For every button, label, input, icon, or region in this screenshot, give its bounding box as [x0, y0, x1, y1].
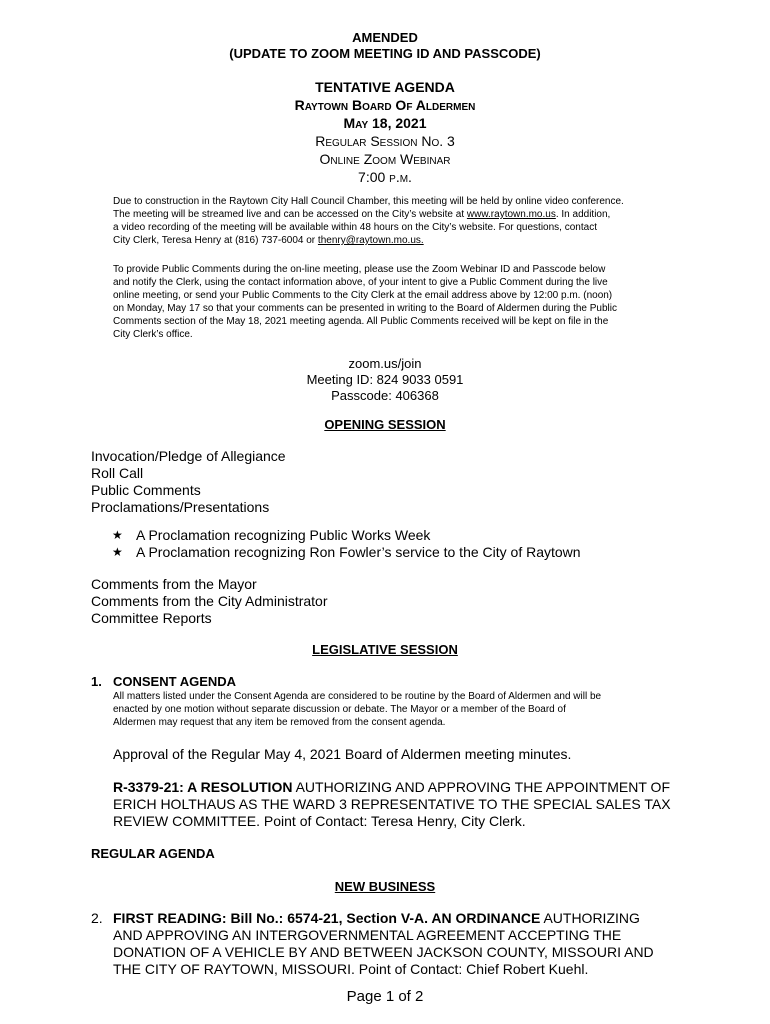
minutes-approval-text: Approval of the Regular May 4, 2021 Board of Aldermen meeting minutes. [113, 746, 572, 762]
ordinance-line [91, 910, 711, 927]
update-heading: (UPDATE TO ZOOM MEETING ID AND PASSCODE) [229, 46, 541, 61]
proclamation-list [112, 527, 712, 561]
ordinance-line: THE CITY OF RAYTOWN, MISSOURI. Point of Contact: Chief Robert Kuehl. [113, 961, 589, 977]
star-bullet-icon: ★ [112, 545, 123, 559]
consent-line: enacted by one motion without separate discussion or debate. The Mayor or a member of the Board of [113, 704, 566, 715]
consent-description [113, 690, 693, 729]
intro-line: and notify the Clerk, using the contact information above, of your intent to give a Public Comment during the live [113, 277, 608, 288]
intro-text: City Clerk, Teresa Henry at (816) 737-6004 or [113, 235, 318, 246]
agenda-item: Invocation/Pledge of Allegiance [91, 448, 286, 464]
clerk-email-link[interactable]: thenry@raytown.mo.us. [317, 235, 424, 246]
page-number: Page 1 of 2 [346, 988, 424, 1005]
agenda-item: Proclamations/Presentations [91, 499, 270, 515]
zoom-meeting-id: Meeting ID: 824 9033 0591 [306, 372, 464, 387]
legislative-heading-wrap [0, 641, 770, 659]
new-business-heading-wrap [0, 878, 770, 896]
ordinance-item [91, 910, 711, 978]
tentative-agenda-title: TENTATIVE AGENDA [315, 79, 455, 95]
city-website-link[interactable]: www.raytown.mo.us [466, 209, 556, 220]
zoom-info [0, 356, 770, 404]
consent-agenda-title: CONSENT AGENDA [113, 674, 237, 689]
intro-text: . In addition, [555, 209, 611, 220]
intro-line: City Clerk’s office. [113, 329, 193, 340]
opening-session-heading: OPENING SESSION [324, 417, 446, 432]
item-number: 2. [91, 910, 103, 926]
intro-line: Due to construction in the Raytown City Hall Council Chamber, this meeting will be held by online video conference. [113, 196, 624, 207]
new-business-heading: NEW BUSINESS [334, 879, 436, 894]
resolution-number: R-3379-21: A RESOLUTION [113, 779, 293, 795]
proclamation-text: A Proclamation recognizing Ron Fowler’s service to the City of Raytown [136, 544, 581, 560]
meeting-time: 7:00 p.m. [358, 169, 412, 185]
meeting-date: May 18, 2021 [343, 115, 427, 131]
agenda-item: Comments from the City Administrator [91, 593, 328, 609]
agenda-title-block [0, 78, 770, 186]
proclamation-text: A Proclamation recognizing Public Works Week [136, 527, 431, 543]
intro-line: a video recording of the meeting will be available within 48 hours on the City’s website. For questions, contact [113, 222, 597, 233]
agenda-item: Committee Reports [91, 610, 212, 626]
intro-line: To provide Public Comments during the on-line meeting, please use the Zoom Webinar ID and Passcode below [113, 264, 606, 275]
ordinance-text: AUTHORIZING [540, 910, 640, 926]
resolution-line [113, 779, 713, 796]
intro-line [113, 208, 683, 221]
legislative-session-heading: LEGISLATIVE SESSION [312, 642, 458, 657]
document-header [0, 30, 770, 62]
list-item [112, 544, 712, 561]
ordinance-line: DONATION OF A VEHICLE BY AND BETWEEN JACKSON COUNTY, MISSOURI AND [113, 944, 654, 960]
agenda-item: Comments from the Mayor [91, 576, 257, 592]
regular-agenda [91, 846, 691, 862]
list-item [112, 527, 712, 544]
resolution-item [113, 779, 713, 830]
intro-line: Comments section of the May 18, 2021 meeting agenda. All Public Comments received will be kept on file in the [113, 316, 609, 327]
comments-items [91, 576, 691, 627]
webinar-label: Online Zoom Webinar [319, 151, 451, 167]
resolution-line: ERICH HOLTHAUS AS THE WARD 3 REPRESENTATIVE TO THE SPECIAL SALES TAX [113, 796, 671, 812]
session-number: Regular Session No. 3 [315, 133, 455, 149]
page-footer [0, 988, 770, 1005]
opening-session-heading-wrap [0, 416, 770, 434]
ordinance-number: FIRST READING: Bill No.: 6574-21, Section V-A. AN ORDINANCE [113, 910, 541, 926]
intro-line: on Monday, May 17 so that your comments can be presented in writing to the Board of Aldermen during the Public [113, 303, 617, 314]
agenda-item: Public Comments [91, 482, 201, 498]
agenda-item: Roll Call [91, 465, 144, 481]
intro-paragraph-2 [113, 263, 683, 341]
consent-line: Aldermen may request that any item be removed from the consent agenda. [113, 717, 446, 728]
consent-line: All matters listed under the Consent Agenda are considered to be routine by the Board of Aldermen and will be [113, 691, 602, 702]
minutes-approval [113, 746, 713, 763]
intro-paragraph-1 [113, 195, 683, 247]
resolution-text: AUTHORIZING AND APPROVING THE APPOINTMENT OF [292, 779, 670, 795]
board-name: Raytown Board Of Aldermen [294, 97, 476, 113]
consent-agenda [91, 674, 691, 690]
intro-line [113, 234, 683, 247]
consent-agenda-heading [91, 674, 691, 690]
resolution-line: REVIEW COMMITTEE. Point of Contact: Teresa Henry, City Clerk. [113, 813, 526, 829]
amended-heading: AMENDED [352, 30, 418, 45]
ordinance-line: AND APPROVING AN INTERGOVERNMENTAL AGREEMENT ACCEPTING THE [113, 927, 622, 943]
regular-agenda-heading: REGULAR AGENDA [91, 846, 215, 861]
intro-line: online meeting, or send your Public Comments to the City Clerk at the email address above by 12:00 p.m. (noon) [113, 290, 613, 301]
item-number: 1. [91, 674, 102, 689]
zoom-passcode: Passcode: 406368 [331, 388, 439, 403]
zoom-url: zoom.us/join [348, 356, 422, 371]
opening-items [91, 448, 691, 516]
intro-text: The meeting will be streamed live and can be accessed on the City’s website at [113, 209, 467, 220]
star-bullet-icon: ★ [112, 528, 123, 542]
